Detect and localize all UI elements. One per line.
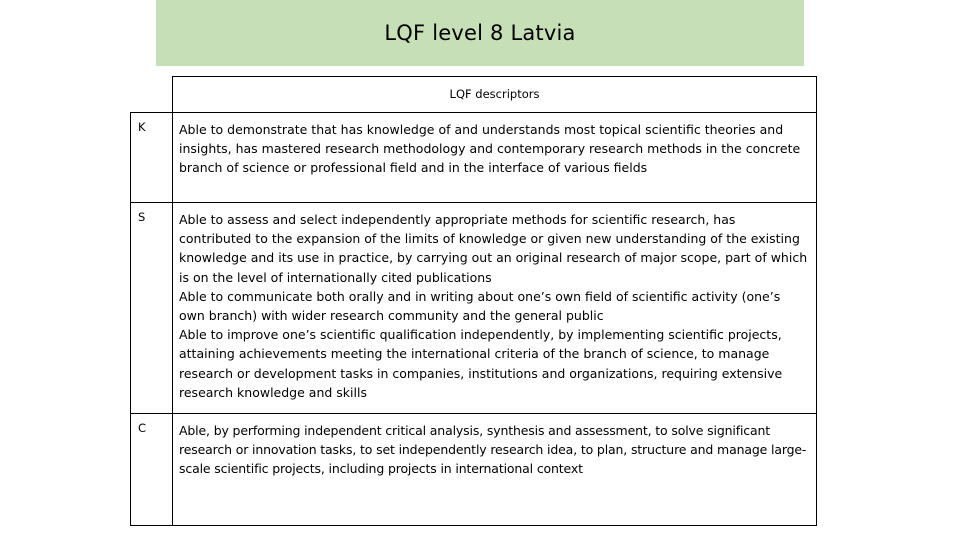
skills-paragraph-research: Able to assess and select independently appropriate methods for scientific research, has contributed to the expansion of the limits of knowledge or given new understanding of the existing knowledge and its use in practice, by carrying out an original research of major scope, part of which is on the level of internationally cited publications [179, 212, 808, 285]
slide-title: LQF level 8 Latvia [384, 21, 576, 45]
skills-paragraph-qualification: Able to improve one’s scientific qualification independently, by implementing scientific projects, attaining achievements meeting the international criteria of the branch of science, to manage research or development tasks in companies, institutions and organizations, requiring extensive research knowledge and skills [179, 327, 783, 400]
table-row-c [131, 414, 817, 526]
table-row-s [131, 203, 817, 414]
row-description-s [173, 203, 817, 414]
title-banner [156, 0, 804, 66]
row-code-c: C [131, 414, 173, 526]
row-code-s: S [131, 203, 173, 414]
lqf-descriptor-table [130, 76, 817, 526]
skills-paragraph-communication: Able to communicate both orally and in writing about one’s own field of scientific activity (one’s own branch) with wider research community and the general public [179, 288, 781, 324]
competence-description: Able, by performing independent critical analysis, synthesis and assessment, to solve significant research or innovation tasks, to set independently research idea, to plan, structure and manage large-scale scientific projects, including projects in international context [179, 423, 807, 477]
table-header-row [131, 77, 817, 113]
row-code-k: K [131, 113, 173, 203]
knowledge-description: Able to demonstrate that has knowledge of and understands most topical scientific theories and insights, has mastered research methodology and contemporary research methods in the concrete branch of science or professional field and in the interface of various fields [179, 122, 801, 176]
empty-corner-cell [131, 77, 173, 113]
table-header: LQF descriptors [173, 77, 817, 113]
table-row-k [131, 113, 817, 203]
row-description-c [173, 414, 817, 526]
row-description-k [173, 113, 817, 203]
